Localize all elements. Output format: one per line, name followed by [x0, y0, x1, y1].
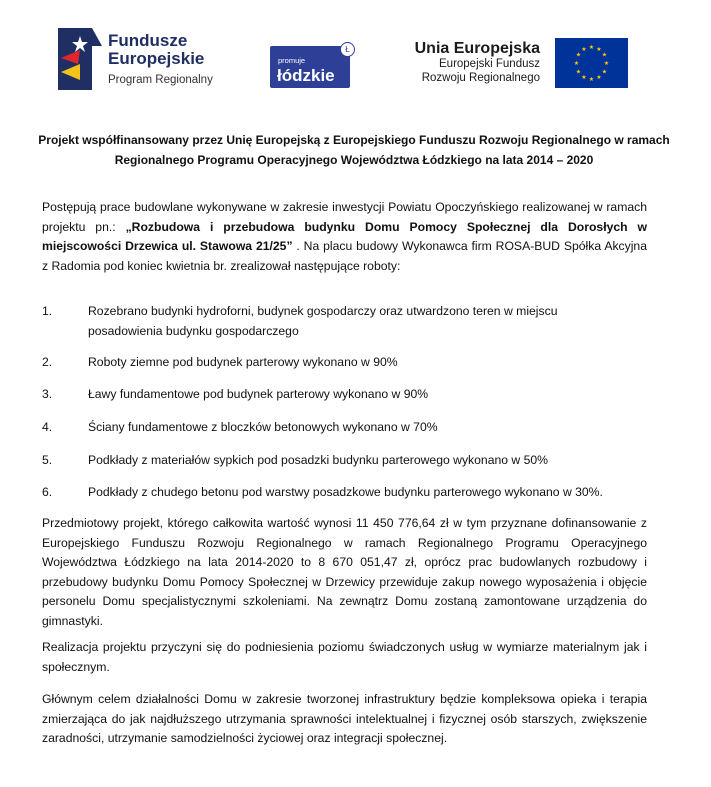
svg-text:★: ★	[596, 74, 602, 81]
fe-line-1: Fundusze	[108, 31, 188, 50]
promuje-lodzkie-logo	[268, 42, 358, 102]
document-title: Projekt współfinansowany przez Unię Europejską z Europejskiego Funduszu Rozwoju Regionalnego w ramach Regionalnego Programu Operacyjnego Województwa Łódzkiego na lata 2014 – 2020	[38, 133, 670, 167]
ue-line-3: Rozwoju Regionalnego	[421, 71, 540, 84]
list-item	[42, 451, 647, 471]
svg-text:★: ★	[601, 68, 608, 76]
list-text: Ściany fundamentowe z bloczków betonowych wykonano w 70%	[88, 420, 438, 434]
svg-text:★: ★	[575, 68, 582, 76]
list-item	[42, 385, 647, 405]
svg-text:★: ★	[581, 74, 587, 81]
list-item	[42, 483, 647, 503]
ue-line-1: Unia Europejska	[414, 40, 540, 57]
project-value-paragraph: Przedmiotowy projekt, którego całkowita wartość wynosi 11 450 776,64 zł w tym przyznane dofinansowanie z Europejskiego Funduszu Rozwoju Regionalnego w ramach Regionalnego Programu Operacyjnego Województwa Łódzkiego na lata 2014-2020 to 8 670 051,47 zł, oprócz prac budowlanych rozbudowy i przebudowy budynku Domu Pomocy Społecznej w Drzewicy przewiduje zakup nowego wyposażenia i objęcie personelu Domu specjalistycznymi szkoleniami. Na zewnątrz Domu zostaną zamontowane urządzenia do gimnastyki.	[42, 516, 647, 628]
ue-line-2: Europejski Fundusz	[439, 58, 540, 70]
list-number: 6.	[42, 485, 53, 499]
list-text: Rozebrano budynki hydroforni, budynek gospodarczy oraz utwardzono teren w miejscu posadowienia budynku gospodarczego	[88, 304, 558, 338]
svg-text:★: ★	[603, 60, 610, 67]
list-item	[42, 418, 647, 438]
main-goal-paragraph: Głównym celem działalności Domu w zakresie tworzonej infrastruktury będzie kompleksowa opieka i terapia zmierzająca do jak najdłuższego utrzymania sprawności intelektualnej i fizycznej osób starszych, zwiększenie zaradności, utrzymanie samodzielności życiowej oraz integracji społecznej.	[42, 692, 647, 745]
intro-paragraph	[42, 198, 647, 276]
list-number: 5.	[42, 453, 53, 467]
svg-text:★: ★	[581, 46, 587, 53]
lodzkie-coin-icon: Ł	[340, 42, 355, 57]
svg-text:★: ★	[575, 51, 582, 59]
eu-flag-icon	[555, 38, 628, 88]
list-text: Podkłady z materiałów sypkich pod posadzki budynku parterowego wykonano w 50%	[88, 453, 548, 467]
unia-europejska-text	[408, 40, 540, 86]
project-name: „Rozbudowa i przebudowa budynku Domu Pomocy Społecznej dla Dorosłych w miejscowości Drzewica ul. Stawowa 21/25”	[42, 219, 647, 253]
svg-text:★: ★	[601, 51, 608, 59]
list-item	[42, 353, 647, 373]
intro-text-2: . Na placu budowy Wykonawca firm ROSA-BUD Spółka Akcyjna z Radomia pod koniec kwietnia br. zrealizował następujące roboty:	[42, 239, 647, 273]
list-text: Podkłady z chudego betonu pod warstwy posadzkowe budynku parterowego wykonano w 30%.	[88, 485, 603, 499]
list-item	[42, 302, 647, 341]
fe-line-2: Europejskie	[108, 48, 205, 68]
list-number: 4.	[42, 420, 53, 434]
list-number: 3.	[42, 387, 53, 401]
lodzkie-big-text: łódzkie	[277, 66, 335, 85]
svg-text:★: ★	[596, 46, 602, 53]
intro-text-1: Postępują prace budowlane wykonywane w zakresie inwestycji Powiatu Opoczyńskiego realizowanej w ramach projektu pn.:	[42, 200, 647, 234]
realization-paragraph: Realizacja projektu przyczyni się do podniesienia poziomu świadczonych usług w wymiarze materialnym jak i społecznym.	[42, 640, 647, 674]
fundusze-europejskie-logo	[58, 28, 228, 92]
list-text: Roboty ziemne pod budynek parterowy wykonano w 90%	[88, 355, 398, 369]
fe-emblem-icon	[58, 28, 102, 90]
list-number: 1.	[42, 304, 53, 318]
list-text: Ławy fundamentowe pod budynek parterowy wykonano w 90%	[88, 387, 429, 401]
list-number: 2.	[42, 355, 53, 369]
logo-bar	[0, 28, 711, 98]
fe-line-3: Program Regionalny	[108, 73, 213, 86]
lodzkie-small-text: promuje	[278, 56, 306, 65]
svg-text:★: ★	[588, 44, 595, 51]
svg-text:★: ★	[573, 60, 580, 67]
lodzkie-badge	[270, 46, 350, 88]
svg-text:★: ★	[588, 76, 595, 83]
